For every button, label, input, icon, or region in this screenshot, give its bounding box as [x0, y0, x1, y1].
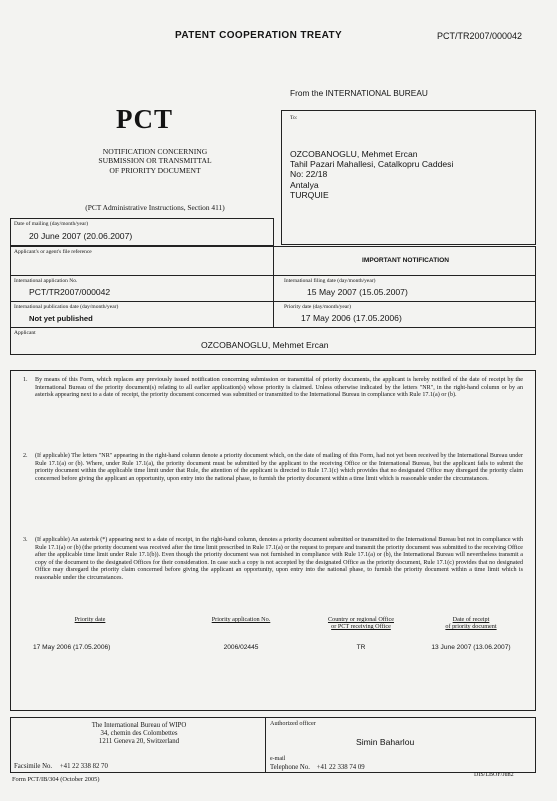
filing-date-cell: [273, 275, 536, 302]
table-cell-office: TR: [356, 644, 366, 651]
application-no-cell: [10, 275, 274, 302]
publication-date-cell: [10, 301, 274, 328]
agent-ref-cell: [10, 246, 274, 276]
publication-date-value: Not yet published: [29, 314, 93, 323]
table-cell-receipt-date: 13 June 2007 (13.06.2007): [431, 644, 511, 651]
from-line: From the INTERNATIONAL BUREAU: [290, 88, 428, 98]
facsimile-line: [14, 763, 108, 770]
priority-date-cell: [273, 301, 536, 328]
authorized-officer-label: Authorized officer: [270, 720, 316, 727]
table-cell-application-no: 2006/02445: [223, 644, 259, 651]
officer-name: Simin Baharlou: [356, 737, 415, 747]
bureau-address-box: [10, 717, 266, 773]
notification-body: [10, 370, 536, 711]
filing-date-label: International filing date (day/month/year): [284, 278, 376, 284]
office-code: DIS/LBOF/Jun2: [474, 772, 514, 778]
applicant-cell: [10, 327, 536, 355]
applicant-label: Applicant: [14, 330, 36, 336]
address-line: Antalya: [290, 179, 319, 190]
bureau-line: 34, chemin des Colombettes: [100, 730, 178, 737]
recipient-address: [290, 149, 453, 200]
table-header-priority-date: Priority date: [74, 616, 106, 623]
paragraph-3: (If applicable) An asterisk (*) appearing next to a date of receipt, in the right-hand column, denotes a priority document submitted or transmitted to the International Bureau but not in compliance with Rule 17.1(a) or (b) (the priority document was received after the time limit prescribed in Rule 17.1(a) or the request to prepare and transmit the priority document was submitted to the receiving Office after the applicable time limit under Rule 17.1(b)). Even though the priority document was not furnished in compliance with Rule 17.1(a) or (b), the International Bureau will nevertheless transmit a copy of the document to the designated Offices for their consideration. In case such a copy is not accepted by the designated Office as the priority document, Rule 17.1(c) provides that no designated Office may disregard the priority claim concerned before giving the applicant an opportunity, upon entry into the national phase, to furnish the priority document within a time limit which is reasonable under the circumstances.: [35, 537, 523, 581]
pct-title: PCT: [116, 104, 173, 134]
telephone-value: +41 22 338 74 09: [316, 764, 365, 771]
paragraph-number: 3.: [23, 537, 28, 543]
filing-date-value: 15 May 2007 (15.05.2007): [307, 287, 408, 297]
agent-ref-label: Applicant's or agent's file reference: [14, 249, 92, 255]
table-header-application-no: Priority application No.: [211, 616, 271, 623]
notification-title: NOTIFICATION CONCERNING SUBMISSION OR TRANSMITTAL OF PRIORITY DOCUMENT: [98, 147, 212, 175]
priority-date-label: Priority date (day/month/year): [284, 304, 351, 310]
paragraph-number: 2.: [23, 453, 28, 459]
form-code: Form PCT/IB/304 (October 2005): [12, 776, 100, 783]
authorized-officer-box: [265, 717, 536, 773]
address-line: TURQUIE: [290, 189, 329, 200]
address-line: OZCOBANOGLU, Mehmet Ercan: [290, 149, 418, 159]
recipient-box: [281, 110, 536, 245]
important-notification: IMPORTANT NOTIFICATION: [362, 257, 449, 264]
facsimile-value: +41 22 338 82 70: [59, 763, 108, 770]
bureau-line: The International Bureau of WIPO: [91, 722, 187, 729]
mailing-date-cell: [10, 218, 274, 246]
instructions-line: (PCT Administrative Instructions, Section 411): [85, 203, 225, 212]
priority-date-value: 17 May 2006 (17.05.2006): [301, 313, 402, 323]
important-notification-cell: [273, 246, 536, 276]
mailing-date-label: Date of mailing (day/month/year): [14, 221, 89, 227]
publication-date-label: International publication date (day/month/year): [14, 304, 119, 310]
table-header-receipt-date: Date of receipt of priority document: [445, 616, 497, 631]
address-line: Tahil Pazari Mahallesi, Catalkopru Caddesi: [290, 159, 454, 170]
telephone-line: [270, 764, 365, 771]
telephone-label: Telephone No.: [270, 764, 310, 771]
paragraph-1: By means of this Form, which replaces any previously issued notification concerning submission or transmittal of priority documents, the applicant is hereby notified of the date of receipt by the International Bureau of the priority document(s) relating to all earlier application(s) whose priority is claimed. Unless otherwise indicated by the letters "NR", in the right-hand column or by an asterisk appearing next to a date of receipt, the priority document concerned was submitted or transmitted to the International Bureau in compliance with Rule 17.1(a) or (b).: [35, 377, 523, 399]
to-label: To:: [290, 115, 298, 121]
bureau-address: [11, 722, 267, 746]
paragraph-number: 1.: [23, 377, 28, 383]
applicant-value: OZCOBANOGLU, Mehmet Ercan: [201, 340, 329, 350]
application-no-value: PCT/TR2007/000042: [29, 287, 111, 297]
bureau-line: 1211 Geneva 20, Switzerland: [98, 738, 180, 745]
email-label: e-mail: [270, 756, 286, 762]
table-header-office: Country or regional Office or PCT receiving Office: [327, 616, 395, 631]
table-cell-priority-date: 17 May 2006 (17.05.2006): [33, 644, 111, 651]
facsimile-label: Facsimile No.: [14, 763, 53, 770]
mailing-date-value: 20 June 2007 (20.06.2007): [29, 231, 133, 241]
treaty-title: PATENT COOPERATION TREATY: [175, 30, 343, 41]
address-line: No: 22/18: [290, 169, 328, 180]
paragraph-2: (If applicable) The letters "NR" appearing in the right-hand column denote a priority document which, on the date of mailing of this Form, had not yet been received by the International Bureau under Rule 17.1(a) or (b). Where, under Rule 17.1(a), the priority document must be submitted by the applicant to the receiving Office or the International Bureau, but the applicant fails to submit the priority document within the applicable time limit under that Rule, the attention of the applicant is directed to Rule 17.1(c) which provides that no designated Office may disregard the priority claim concerned before giving the applicant an opportunity, upon entry into the national phase, to furnish the priority document within a time limit which is reasonable under the circumstances.: [35, 453, 523, 482]
reference-number: PCT/TR2007/000042: [437, 31, 523, 41]
application-no-label: International application No.: [14, 278, 78, 284]
